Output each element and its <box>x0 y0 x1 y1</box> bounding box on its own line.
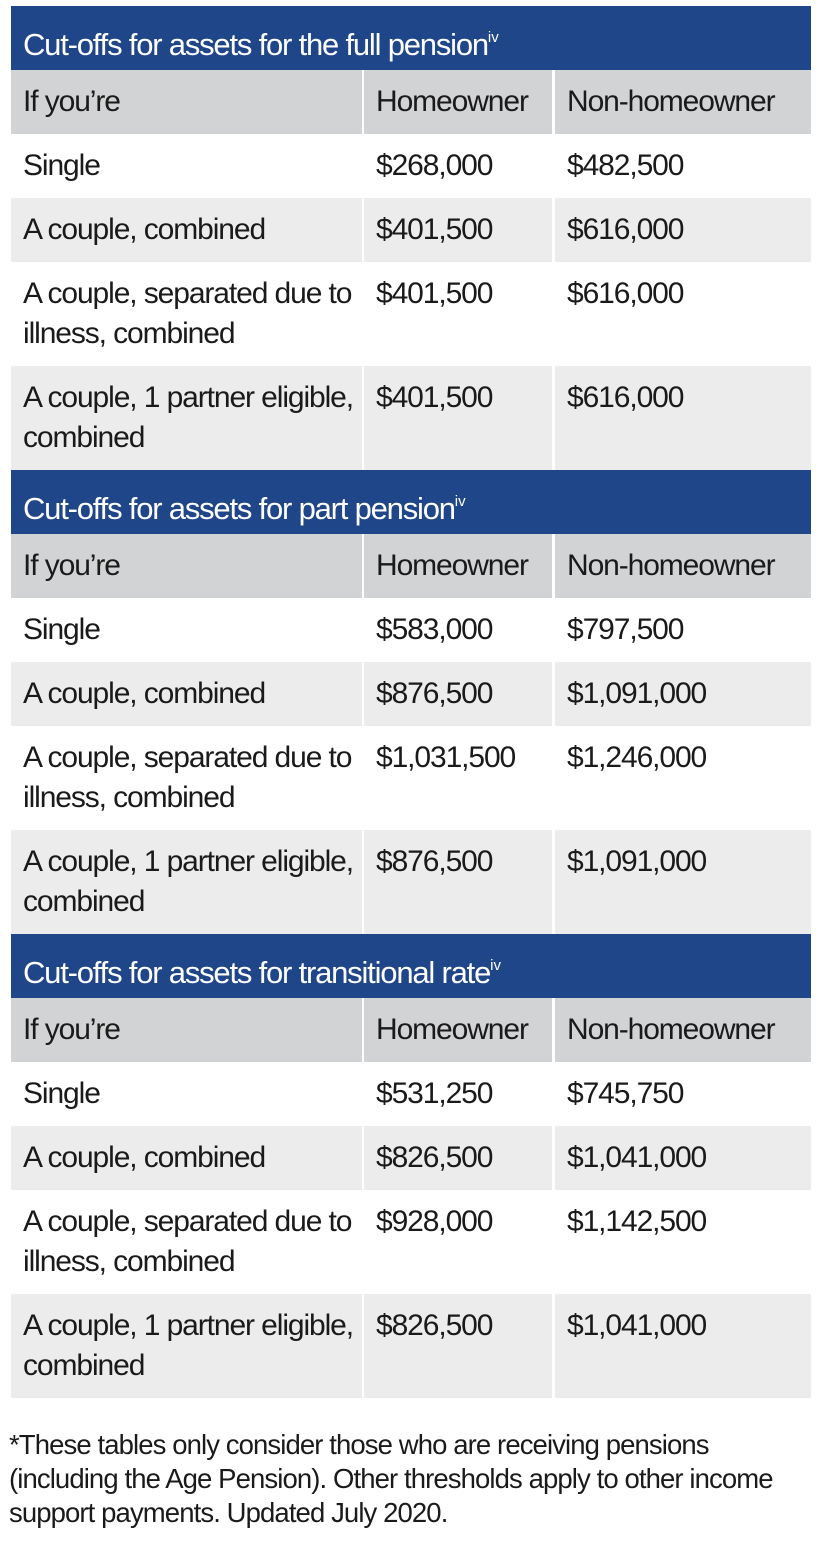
table-part-pension <box>11 470 811 934</box>
table-title <box>11 934 811 998</box>
column-header-status: If you’re <box>11 70 362 134</box>
asset-cutoff-tables <box>11 6 811 1398</box>
column-header-non-homeowner: Non-homeowner <box>555 534 811 598</box>
row-label: A couple, combined <box>11 198 362 262</box>
column-header-non-homeowner: Non-homeowner <box>555 70 811 134</box>
footnote-ref: iv <box>454 493 466 510</box>
table-row <box>11 262 811 366</box>
homeowner-value: $876,500 <box>364 662 552 726</box>
footnote-ref: iv <box>487 29 499 46</box>
row-label: A couple, separated due to illness, combined <box>11 726 362 830</box>
non-homeowner-value: $1,041,000 <box>555 1294 811 1398</box>
table-full-pension <box>11 6 811 470</box>
homeowner-value: $531,250 <box>364 1062 552 1126</box>
table-row <box>11 366 811 470</box>
homeowner-value: $268,000 <box>364 134 552 198</box>
non-homeowner-value: $616,000 <box>555 262 811 366</box>
homeowner-value: $583,000 <box>364 598 552 662</box>
homeowner-value: $401,500 <box>364 366 552 470</box>
column-header-non-homeowner: Non-homeowner <box>555 998 811 1062</box>
row-label: A couple, 1 partner eligible, combined <box>11 1294 362 1398</box>
row-label: Single <box>11 134 362 198</box>
row-label: A couple, separated due to illness, combined <box>11 262 362 366</box>
row-label: A couple, 1 partner eligible, combined <box>11 366 362 470</box>
table-title <box>11 470 811 534</box>
table-header-row <box>11 534 811 598</box>
row-label: A couple, combined <box>11 1126 362 1190</box>
footnote: *These tables only consider those who are receiving pensions (including the Age Pension). Other thresholds apply to other income support payments. Updated July 2020. <box>9 1429 773 1528</box>
row-label: A couple, combined <box>11 662 362 726</box>
non-homeowner-value: $745,750 <box>555 1062 811 1126</box>
non-homeowner-value: $482,500 <box>555 134 811 198</box>
table-title-text: Cut-offs for assets for part pension <box>23 491 455 526</box>
table-row <box>11 1294 811 1398</box>
column-header-homeowner: Homeowner <box>364 534 552 598</box>
row-label: A couple, separated due to illness, combined <box>11 1190 362 1294</box>
homeowner-value: $1,031,500 <box>364 726 552 830</box>
table-row <box>11 598 811 662</box>
non-homeowner-value: $616,000 <box>555 198 811 262</box>
homeowner-value: $401,500 <box>364 198 552 262</box>
table-transitional-rate <box>11 934 811 1398</box>
non-homeowner-value: $1,091,000 <box>555 662 811 726</box>
non-homeowner-value: $1,142,500 <box>555 1190 811 1294</box>
non-homeowner-value: $1,246,000 <box>555 726 811 830</box>
homeowner-value: $826,500 <box>364 1294 552 1398</box>
homeowner-value: $401,500 <box>364 262 552 366</box>
column-header-homeowner: Homeowner <box>364 998 552 1062</box>
table-title-text: Cut-offs for assets for transitional rate <box>23 955 491 990</box>
footnote-ref: iv <box>490 957 501 974</box>
non-homeowner-value: $1,091,000 <box>555 830 811 934</box>
row-label: Single <box>11 598 362 662</box>
table-row <box>11 1126 811 1190</box>
non-homeowner-value: $616,000 <box>555 366 811 470</box>
non-homeowner-value: $1,041,000 <box>555 1126 811 1190</box>
table-row <box>11 830 811 934</box>
table-title <box>11 6 811 70</box>
table-header-row <box>11 70 811 134</box>
homeowner-value: $876,500 <box>364 830 552 934</box>
row-label: Single <box>11 1062 362 1126</box>
table-row <box>11 134 811 198</box>
table-row <box>11 1190 811 1294</box>
column-header-homeowner: Homeowner <box>364 70 552 134</box>
homeowner-value: $826,500 <box>364 1126 552 1190</box>
table-title-text: Cut-offs for assets for the full pension <box>23 27 488 62</box>
column-header-status: If you’re <box>11 534 362 598</box>
table-header-row <box>11 998 811 1062</box>
homeowner-value: $928,000 <box>364 1190 552 1294</box>
table-row <box>11 662 811 726</box>
table-row <box>11 1062 811 1126</box>
table-row <box>11 726 811 830</box>
non-homeowner-value: $797,500 <box>555 598 811 662</box>
column-header-status: If you’re <box>11 998 362 1062</box>
row-label: A couple, 1 partner eligible, combined <box>11 830 362 934</box>
table-row <box>11 198 811 262</box>
